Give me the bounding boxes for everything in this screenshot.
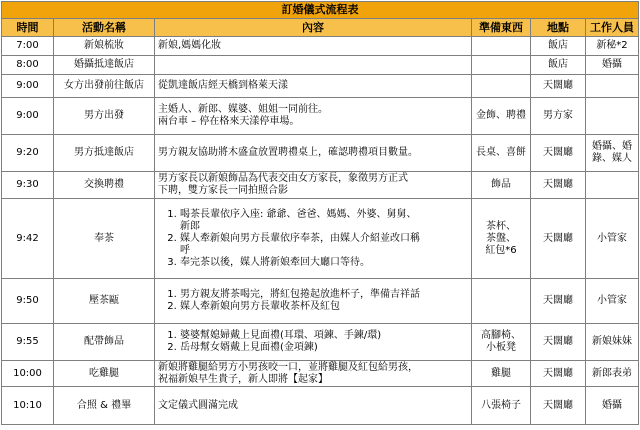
staff-text-line: 小管家 [597,295,627,306]
cell-time: 9:42 [2,199,54,279]
items-text-line: 茶盤、 [486,232,516,244]
cell-activity: 吃雞腿 [54,361,155,387]
cell-items [472,56,531,75]
cell-content [155,172,472,199]
content-text [158,173,468,197]
cell-content [155,37,472,56]
list-item-line: 3. 奉完茶以後，媒人將新娘牽回大廳口等待。 [180,256,370,268]
content-text-line: 從凱達飯店經天橋到格萊天漾 [158,80,288,91]
cell-place: 天闊廳 [531,135,586,172]
table-row [2,37,639,56]
items-text-line: 金飾、聘禮 [476,110,526,121]
cell-content [155,361,472,387]
cell-content [155,199,472,279]
staff-text-line: 新郎表弟 [592,367,632,379]
content-text-line: 新娘,媽媽化妝 [158,40,222,51]
cell-staff [586,37,639,56]
list-item-line: 1. 婆婆幫媳婦戴上見面禮(耳環、項鍊、手鍊/環) [180,330,382,341]
cell-staff [586,135,639,172]
table-row [2,75,639,98]
staff-text [589,368,635,380]
header-items: 準備東西 [472,19,531,37]
cell-place: 天闊廳 [531,324,586,361]
table-row [2,98,639,135]
staff-text-line: 新娘妹妹 [592,336,632,347]
items-text [475,368,527,380]
cell-staff [586,172,639,199]
cell-staff [586,387,639,425]
cell-place: 天闊廳 [531,75,586,98]
cell-activity: 交換聘禮 [54,172,155,199]
cell-activity: 新娘梳妝 [54,37,155,56]
list-item-line: 呼 [180,244,190,256]
header-place: 地點 [531,19,586,37]
cell-activity: 女方出發前往飯店 [54,75,155,98]
table-row [2,387,639,425]
cell-time: 9:20 [2,135,54,172]
cell-items [472,75,531,98]
header-staff: 工作人員 [586,19,639,37]
content-text-line: 下聘，雙方家長一同拍照合影 [158,185,288,196]
cell-time: 9:00 [2,98,54,135]
staff-text-line: 新秘*2 [596,40,628,51]
cell-time: 8:00 [2,56,54,75]
cell-content [155,387,472,425]
cell-items [472,135,531,172]
items-text [475,330,527,354]
cell-place: 男方家 [531,98,586,135]
content-text-line: 男方家長以新娘飾品為代表交由女方家長，象徵男方正式 [158,173,408,184]
items-text-line: 高腳椅、 [481,330,521,341]
cell-content [155,75,472,98]
staff-text [589,336,635,348]
cell-place: 天闊廳 [531,172,586,199]
content-text-line: 主婚人、新郎、媒婆、姐姐一同前往。 [158,104,328,115]
cell-content [155,279,472,324]
cell-time: 9:50 [2,279,54,324]
cell-activity: 婚攝抵達飯店 [54,56,155,75]
cell-time: 7:00 [2,37,54,56]
cell-activity: 配帶飾品 [54,324,155,361]
cell-staff [586,98,639,135]
table-row [2,324,639,361]
cell-time: 10:00 [2,361,54,387]
cell-items [472,172,531,199]
table-row [2,361,639,387]
list-item [180,330,468,342]
staff-text-line: 婚攝 [602,399,622,411]
cell-time: 10:10 [2,387,54,425]
content-text-line: 男方親友協助將木盛盒放置聘禮桌上，確認聘禮項目數量。 [158,147,418,158]
content-numbered-list [158,330,468,354]
list-item-line: 2. 媒人牽新娘向男方長輩依序奉茶，由媒人介紹並改口稱 [180,232,420,244]
content-text [158,80,468,92]
cell-activity: 合照 & 禮畢 [54,387,155,425]
staff-text-line: 婚攝 [602,59,622,70]
staff-text [589,141,635,165]
items-text-line: 紅包*6 [485,244,517,256]
cell-activity: 男方出發 [54,98,155,135]
cell-items [472,387,531,425]
table-row [2,172,639,199]
staff-text-line: 錄、媒人 [592,153,632,164]
staff-text [589,233,635,245]
items-text-line: 茶杯、 [486,220,516,232]
cell-place: 天闊廳 [531,279,586,324]
staff-text [589,295,635,307]
cell-time: 9:55 [2,324,54,361]
list-item [180,209,468,233]
header-content: 內容 [155,19,472,37]
list-item-line: 1. 男方親友將茶喝完，將紅包捲起放進杯子，準備吉祥話 [180,289,420,300]
list-item [180,301,468,313]
staff-text [589,59,635,71]
list-item-line: 2. 岳母幫女婿戴上見面禮(金項鍊) [180,342,318,353]
table-row [2,279,639,324]
cell-content [155,135,472,172]
cell-staff [586,199,639,279]
cell-place: 飯店 [531,37,586,56]
cell-staff [586,324,639,361]
list-item-line: 2. 媒人牽新娘向男方長輩收茶杯及紅包 [180,301,340,312]
items-text-line: 雞腿 [491,367,511,379]
cell-items [472,199,531,279]
content-numbered-list [158,209,468,269]
content-text [158,40,468,52]
cell-items [472,98,531,135]
content-text-line: 新娘將雞腿給男方小男孩咬一口，並將雞腿及紅包給男孩， [158,361,418,373]
cell-staff [586,75,639,98]
content-text [158,147,468,159]
items-text [475,221,527,257]
table-row [2,56,639,75]
content-text-line: 文定儀式圓滿完成 [158,399,238,411]
content-text [158,400,468,412]
staff-text-line: 小管家 [597,232,627,244]
items-text [475,179,527,191]
items-text-line: 八張椅子 [481,399,521,411]
table-body [2,37,639,425]
staff-text [589,40,635,52]
cell-activity: 壓茶甌 [54,279,155,324]
content-text [158,362,468,386]
list-item [180,289,468,301]
staff-text-line: 婚攝、婚 [592,141,632,152]
items-text [475,400,527,412]
table-row [2,135,639,172]
cell-content [155,98,472,135]
table-title: 訂婚儀式流程表 [2,2,639,19]
cell-activity: 男方抵達飯店 [54,135,155,172]
items-text-line: 飾品 [491,179,511,190]
staff-text [589,400,635,412]
content-numbered-list [158,289,468,313]
list-item-line: 新郎 [180,220,200,232]
cell-items [472,279,531,324]
content-text-line: 祝福新娘早生貴子，新人即將【起家】 [158,373,328,385]
cell-content [155,324,472,361]
list-item-line: 1. 喝茶長輩依序入座: 爺爺、爸爸、媽媽、外婆、舅舅、 [180,208,417,220]
cell-items [472,324,531,361]
cell-time: 9:30 [2,172,54,199]
cell-activity: 奉茶 [54,199,155,279]
cell-content [155,56,472,75]
items-text [475,147,527,159]
cell-place: 天闊廳 [531,387,586,425]
cell-staff [586,279,639,324]
cell-staff [586,361,639,387]
content-text [158,104,468,128]
list-item [180,257,468,269]
header-activity: 活動名稱 [54,19,155,37]
items-text [475,110,527,122]
ceremony-schedule-table [1,1,639,425]
cell-staff [586,56,639,75]
cell-place: 天闊廳 [531,199,586,279]
cell-items [472,37,531,56]
cell-place: 飯店 [531,56,586,75]
list-item [180,233,468,257]
header-time: 時間 [2,19,54,37]
table-row [2,199,639,279]
list-item [180,342,468,354]
items-text-line: 小板凳 [486,342,516,353]
cell-items [472,361,531,387]
cell-place: 天闊廳 [531,361,586,387]
content-text-line: 兩台車 – 停在格來天漾停車場。 [158,116,300,127]
cell-time: 9:00 [2,75,54,98]
items-text-line: 長桌、喜餅 [476,147,526,158]
